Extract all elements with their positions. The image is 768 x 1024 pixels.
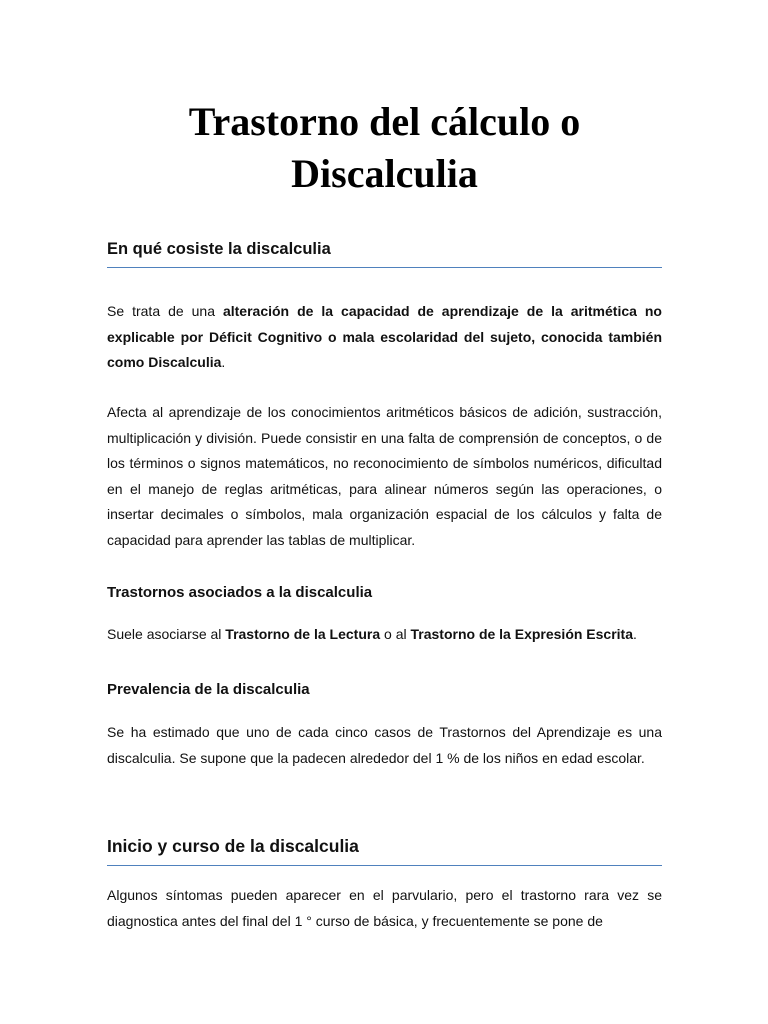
paragraph-definition-bold: alteración de la capacidad de aprendizaje de la aritmética no explicable por Déficit Cognitivo o mala escolaridad del sujeto, conocida también como Discalculia: [107, 303, 662, 370]
paragraph-associated-disorders: [107, 622, 662, 648]
assoc-text-2: o al: [380, 626, 411, 642]
paragraph-prevalence: Se ha estimado que uno de cada cinco casos de Trastornos del Aprendizaje es una discalculia. Se supone que la padecen alrededor del 1 % de los niños en edad escolar.: [107, 724, 662, 766]
document-title-line-2: Discalculia: [291, 151, 478, 196]
document-title-line-1: Trastorno del cálculo o: [188, 99, 581, 144]
section-heading-prevalencia: Prevalencia de la discalculia: [107, 681, 310, 698]
paragraph-onset-course: Algunos síntomas pueden aparecer en el parvulario, pero el trastorno rara vez se diagnostica antes del final del 1 ° curso de básica, y frecuentemente se pone de: [107, 887, 662, 929]
paragraph-definition-intro: Se trata de una: [107, 303, 223, 319]
section-heading-en-que-consiste: En qué cosiste la discalculia: [107, 240, 662, 268]
assoc-bold-expresion: Trastorno de la Expresión Escrita: [410, 626, 634, 642]
assoc-bold-lectura: Trastorno de la Lectura: [225, 626, 381, 642]
section-heading-trastornos-asociados: Trastornos asociados a la discalculia: [107, 584, 373, 601]
document-title: [107, 96, 662, 200]
paragraph-effects: Afecta al aprendizaje de los conocimientos aritméticos básicos de adición, sustracción, multiplicación y división. Puede consistir en una falta de comprensión de conceptos, o de los términos o signos matemáticos, no reconocimiento de símbolos numéricos, dificultad en el manejo de reglas aritméticas, para alinear números según las operaciones, o insertar decimales o símbolos, mala organización espacial de los cálculos y falta de capacidad para aprender las tablas de multiplicar.: [107, 404, 662, 548]
assoc-text-1: Suele asociarse al: [107, 626, 226, 642]
section-heading-inicio-curso: Inicio y curso de la discalculia: [107, 836, 662, 866]
paragraph-definition-end: .: [221, 354, 226, 370]
assoc-text-3: .: [633, 626, 637, 642]
paragraph-definition: [107, 299, 662, 376]
